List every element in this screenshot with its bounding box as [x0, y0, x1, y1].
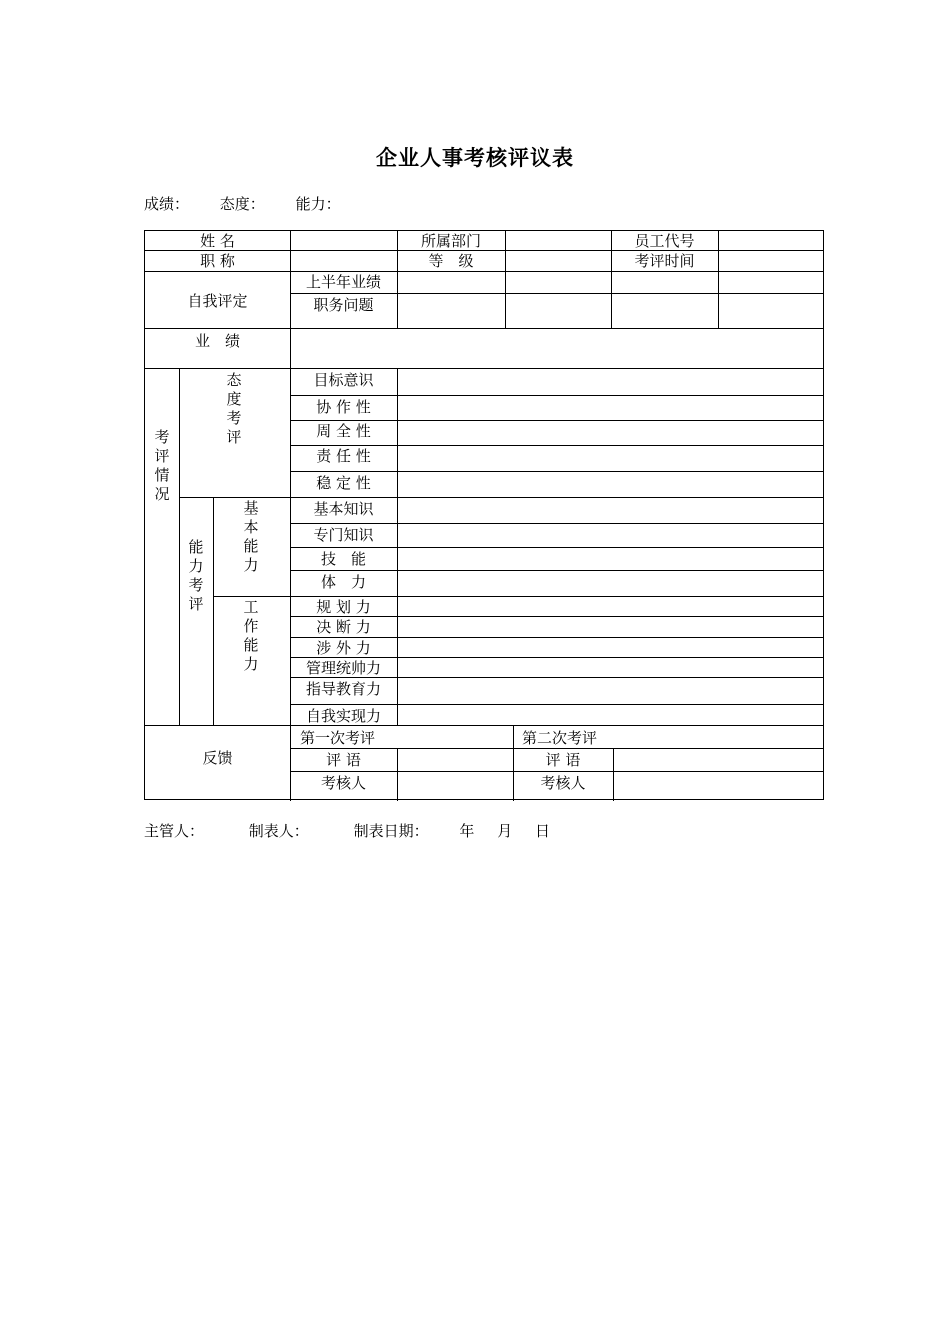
second-comment-label: 评 语 — [545, 751, 581, 769]
work-item: 自我实现力 — [305, 707, 381, 725]
date-label: 制表日期： — [353, 822, 429, 840]
attitude-item: 周 全 性 — [316, 422, 371, 440]
first-comment-label: 评 语 — [326, 751, 361, 769]
preparer-label: 制表人： — [248, 822, 309, 840]
supervisor-label: 主管人： — [144, 822, 205, 840]
attitude-item: 责 任 性 — [316, 447, 371, 465]
score-label: 成绩： — [144, 195, 190, 213]
duty-issues-label: 职务问题 — [313, 296, 374, 314]
self-eval-label: 自我评定 — [187, 292, 248, 310]
attitude-review-label: 态度考评 — [226, 371, 242, 446]
basic-item: 基本知识 — [313, 500, 374, 518]
attitude-item: 稳 定 性 — [316, 474, 371, 492]
attitude-item: 协 作 性 — [316, 398, 371, 416]
score-line — [144, 193, 367, 214]
name-label: 姓 名 — [200, 232, 235, 250]
basic-item: 技 能 — [320, 550, 366, 568]
work-item: 涉 外 力 — [316, 639, 371, 657]
review-time-label: 考评时间 — [634, 252, 695, 270]
ability-label: 能力： — [295, 195, 341, 213]
work-item: 指导教育力 — [305, 680, 381, 698]
feedback-label: 反馈 — [202, 749, 233, 767]
signature-line — [144, 820, 550, 841]
form-title: 企业人事考核评议表 — [376, 145, 574, 170]
department-label: 所属部门 — [420, 232, 481, 250]
review-status-label: 考评情况 — [154, 428, 170, 503]
basic-item: 体 力 — [320, 573, 366, 591]
employee-code-label: 员工代号 — [634, 232, 695, 250]
first-review-label: 第一次考评 — [300, 729, 376, 747]
year-label: 年 — [459, 822, 475, 840]
second-assessor-label: 考核人 — [540, 774, 586, 792]
work-item: 规 划 力 — [316, 598, 371, 616]
work-item: 管理统帅力 — [305, 659, 381, 677]
month-label: 月 — [497, 822, 513, 840]
day-label: 日 — [534, 822, 550, 840]
basic-item: 专门知识 — [313, 526, 374, 544]
work-item: 决 断 力 — [316, 618, 371, 636]
first-assessor-label: 考核人 — [320, 774, 366, 792]
first-half-perf-label: 上半年业绩 — [305, 273, 381, 291]
basic-ability-label: 基本能力 — [243, 499, 259, 574]
evaluation-table — [144, 230, 824, 800]
position-label: 职 称 — [200, 252, 235, 270]
second-review-label: 第二次考评 — [522, 729, 598, 747]
grade-label: 等 级 — [428, 252, 474, 270]
attitude-item: 目标意识 — [313, 371, 374, 389]
ability-review-label: 能力考评 — [188, 538, 204, 613]
attitude-label: 态度： — [219, 195, 265, 213]
work-ability-label: 工作能力 — [243, 598, 259, 673]
performance-label: 业 绩 — [194, 332, 240, 350]
